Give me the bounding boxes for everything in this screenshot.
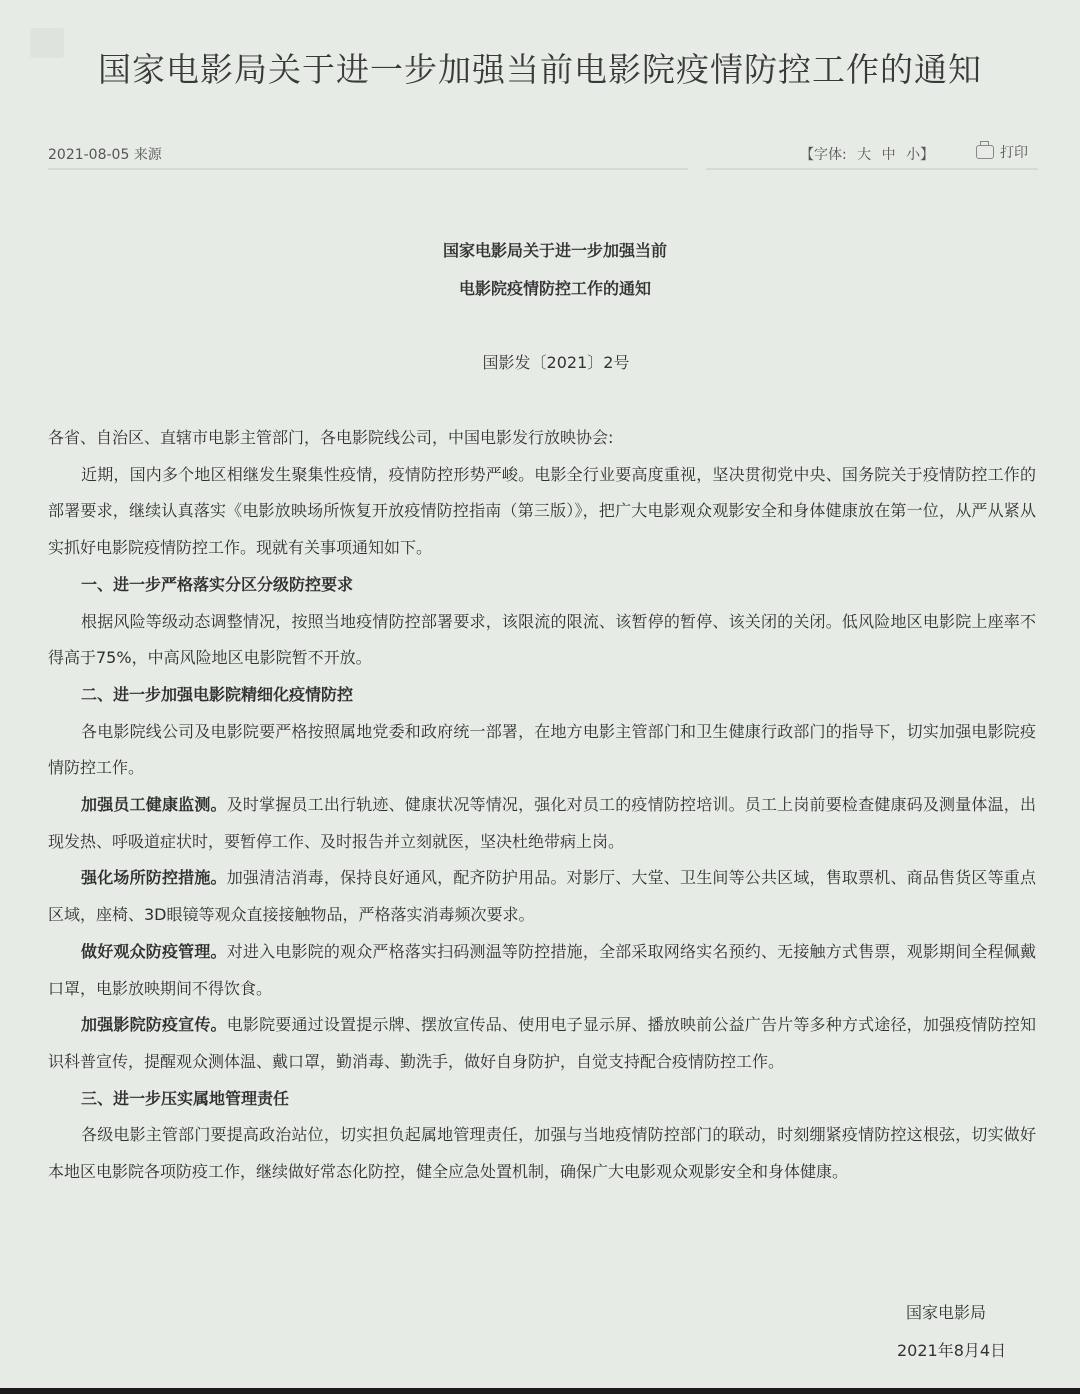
document-number: 国影发〔2021〕2号 [482,353,630,372]
divider [48,168,688,170]
intro-paragraph: 近期，国内多个地区相继发生聚集性疫情，疫情防控形势严峻。电影全行业要高度重视，坚决贯彻党中央、国务院关于疫情防控工作的部署要求，继续认真落实《电影放映场所恢复开放疫情防控指南（第三版）》，把广大电影观众观影安全和身体健康放在第一位，从严从紧从实抓好电影院疫情防控工作。现就有关事项通知如下。 [48,464,1036,558]
section-2-paragraph: 各电影院线公司及电影院要严格按照属地党委和政府统一部署，在地方电影主管部门和卫生健康行政部门的指导下，切实加强电影院疫情防控工作。 [48,721,1036,778]
document-body [48,420,1036,1191]
item-venue-measures [48,860,1036,933]
bottom-edge [0,1388,1080,1394]
document-heading-line1: 国家电影局关于进一步加强当前 [442,241,667,260]
section-3-title: 三、进一步压实属地管理责任 [81,1088,290,1108]
item-audience-management-text: 对进入电影院的观众严格落实扫码测温等防控措施，全部采取网络实名预约、无接触方式售票，观影期间全程佩戴口罩，电影放映期间不得饮食。 [48,941,1036,998]
printer-icon [976,145,994,159]
signature-date: 2021年8月4日 [897,1341,1007,1360]
item-audience-management [48,934,1036,1007]
document-heading-line2: 电影院疫情防控工作的通知 [458,279,651,298]
salutation: 各省、自治区、直辖市电影主管部门，各电影院线公司，中国电影发行放映协会: [48,428,614,447]
item-staff-health-title: 加强员工健康监测。 [81,795,227,815]
item-staff-health [48,787,1036,860]
print-label: 打印 [1000,145,1028,161]
section-2-title: 二、进一步加强电影院精细化疫情防控 [81,684,354,704]
signature: 国家电影局 [906,1303,987,1322]
item-venue-measures-text: 加强清洁消毒，保持良好通风，配齐防护用品。对影厅、大堂、卫生间等公共区域，售取票机、商品售货区等重点区域，座椅、3D眼镜等观众直接接触物品，严格落实消毒频次要求。 [48,868,1036,925]
font-size-medium-button[interactable]: 中 [881,147,896,163]
item-staff-health-text: 及时掌握员工出行轨迹、健康状况等情况，强化对员工的疫情防控培训。员工上岗前要检查健康码及测量体温，出现发热、呼吸道症状时，要暂停工作、及时报告并立刻就医，坚决杜绝带病上岗。 [48,795,1036,851]
section-1-title: 一、进一步严格落实分区分级防控要求 [81,574,354,594]
font-size-label: 【字体: [800,147,847,163]
publish-date-source: 2021-08-05 来源 [48,147,162,163]
divider [706,168,1038,170]
section-3-paragraph: 各级电影主管部门要提高政治站位，切实担负起属地管理责任，加强与当地疫情防控部门的联动，时刻绷紧疫情防控这根弦，切实做好本地区电影院各项防疫工作，继续做好常态化防控，健全应急处置机制，确保广大电影观众观影安全和身体健康。 [48,1125,1036,1182]
font-size-small-button[interactable]: 小】 [906,147,935,163]
page-title: 国家电影局关于进一步加强当前电影院疫情防控工作的通知 [98,50,982,89]
item-publicity [48,1007,1036,1080]
print-button[interactable] [976,142,1028,162]
font-size-large-button[interactable]: 大 [857,147,872,163]
meta-bar [48,140,1038,168]
item-audience-management-title: 做好观众防疫管理。 [81,941,227,961]
font-size-controls [800,144,940,164]
item-venue-measures-title: 强化场所防控措施。 [81,868,227,888]
item-publicity-text: 电影院要通过设置提示牌、摆放宣传品、使用电子显示屏、播放映前公益广告片等多种方式途径，加强疫情防控知识科普宣传，提醒观众测体温、戴口罩，勤消毒、勤洗手，做好自身防护，自觉支持配合疫情防控工作。 [48,1015,1036,1071]
item-publicity-title: 加强影院防疫宣传。 [81,1015,227,1035]
section-1-paragraph: 根据风险等级动态调整情况，按照当地疫情防控部署要求，该限流的限流、该暂停的暂停、该关闭的关闭。低风险地区电影院上座率不得高于75%，中高风险地区电影院暂不开放。 [48,611,1036,668]
